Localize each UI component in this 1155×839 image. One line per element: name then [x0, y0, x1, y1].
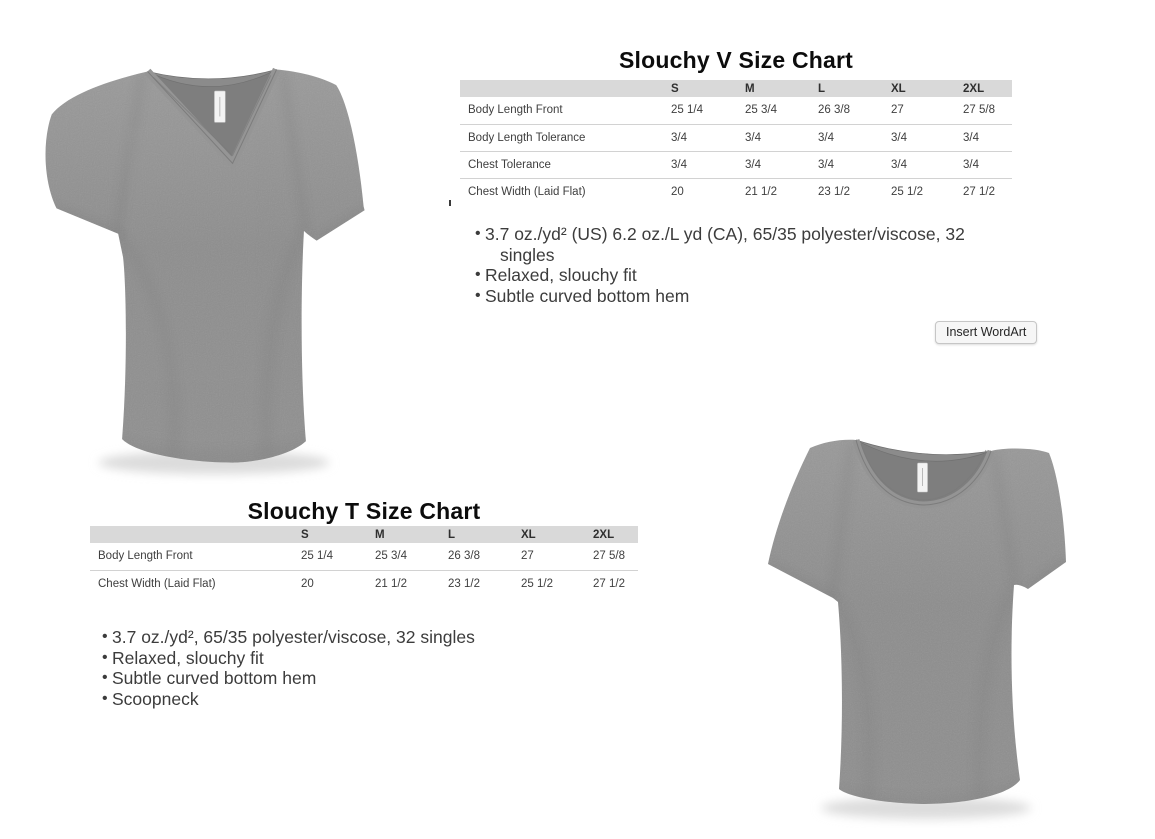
- v-row-label: Chest Tolerance: [460, 151, 671, 178]
- scoopneck-shirt-image[interactable]: [748, 418, 1070, 834]
- v-header-xl: XL: [891, 80, 963, 97]
- v-cell: 3/4: [963, 151, 1012, 178]
- v-cell: 3/4: [745, 151, 818, 178]
- bullet-item: • 3.7 oz./yd², 65/35 polyester/viscose, 32 singles: [92, 627, 572, 648]
- t-cell: 27 5/8: [593, 550, 625, 563]
- text-cursor-artifact: [449, 200, 451, 206]
- t-header-empty: [90, 526, 301, 543]
- t-table-row: [90, 570, 638, 597]
- v-cell: 27 1/2: [963, 178, 1012, 205]
- v-row-label: Body Length Front: [468, 104, 563, 117]
- v-cell: 3/4: [671, 124, 745, 151]
- v-table-header-row: [460, 80, 1012, 97]
- v-table-row: [460, 124, 1012, 151]
- v-header-2xl: 2XL: [963, 80, 1012, 97]
- v-cell: 3/4: [671, 151, 745, 178]
- v-row-label: Chest Width (Laid Flat): [460, 178, 671, 205]
- v-table-row: [460, 97, 1012, 124]
- t-cell: 23 1/2: [448, 570, 521, 597]
- v-cell: 23 1/2: [818, 178, 891, 205]
- bullet-item: • Relaxed, slouchy fit: [92, 648, 572, 669]
- vneck-shirt-image[interactable]: [38, 45, 390, 491]
- insert-wordart-button[interactable]: Insert WordArt: [935, 321, 1037, 344]
- v-cell: 27: [891, 104, 904, 117]
- t-cell: 20: [301, 570, 375, 597]
- v-cell: 3/4: [891, 124, 963, 151]
- t-header-s: S: [301, 526, 375, 543]
- scoop-neck-tag: [918, 463, 928, 492]
- v-size-table: [460, 80, 1012, 205]
- t-header-m: M: [375, 526, 448, 543]
- t-header-2xl: 2XL: [593, 526, 638, 543]
- t-row-label: Chest Width (Laid Flat): [90, 570, 301, 597]
- v-feature-bullets: [465, 224, 1020, 306]
- v-cell: 3/4: [891, 151, 963, 178]
- v-cell: 25 1/2: [891, 178, 963, 205]
- v-cell: 20: [671, 178, 745, 205]
- t-cell: 25 1/2: [521, 570, 593, 597]
- t-table-header-row: [90, 526, 638, 543]
- v-cell: 26 3/8: [818, 104, 850, 117]
- v-row-label: Body Length Tolerance: [460, 124, 671, 151]
- bullet-item: • 3.7 oz./yd² (US) 6.2 oz./L yd (CA), 65/35 polyester/viscose, 32 singles: [465, 224, 1020, 265]
- t-chart-title: Slouchy T Size Chart: [247, 498, 481, 524]
- t-cell: 27: [521, 550, 534, 563]
- vneck-shirt-graphic: [38, 45, 390, 491]
- t-table-row: [90, 543, 638, 570]
- t-row-label: Body Length Front: [98, 550, 193, 563]
- t-feature-bullets: [92, 627, 572, 709]
- v-cell: 25 1/4: [671, 104, 703, 117]
- bullet-item: • Scoopneck: [92, 689, 572, 710]
- t-cell: 21 1/2: [375, 570, 448, 597]
- v-header-empty: [460, 80, 671, 97]
- bullet-item: • Relaxed, slouchy fit: [465, 265, 1020, 286]
- t-size-table: [90, 526, 638, 597]
- v-table-row: [460, 151, 1012, 178]
- v-header-l: L: [818, 80, 891, 97]
- scoopneck-shirt-graphic: [748, 418, 1070, 834]
- t-header-l: L: [448, 526, 521, 543]
- t-cell: 25 3/4: [375, 550, 407, 563]
- bullet-item: • Subtle curved bottom hem: [92, 668, 572, 689]
- v-cell: 3/4: [745, 124, 818, 151]
- v-cell: 3/4: [963, 124, 1012, 151]
- v-header-s: S: [671, 80, 745, 97]
- v-cell: 3/4: [818, 151, 891, 178]
- t-header-xl: XL: [521, 526, 593, 543]
- t-cell: 26 3/8: [448, 550, 480, 563]
- v-chart-title: Slouchy V Size Chart: [618, 47, 854, 73]
- v-header-m: M: [745, 80, 818, 97]
- v-cell: 25 3/4: [745, 104, 777, 117]
- v-cell: 21 1/2: [745, 178, 818, 205]
- v-table-row: [460, 178, 1012, 205]
- t-cell: 27 1/2: [593, 570, 638, 597]
- bullet-item: • Subtle curved bottom hem: [465, 286, 1020, 307]
- v-cell: 27 5/8: [963, 104, 995, 117]
- v-cell: 3/4: [818, 124, 891, 151]
- t-cell: 25 1/4: [301, 550, 333, 563]
- vneck-neck-tag: [214, 91, 225, 122]
